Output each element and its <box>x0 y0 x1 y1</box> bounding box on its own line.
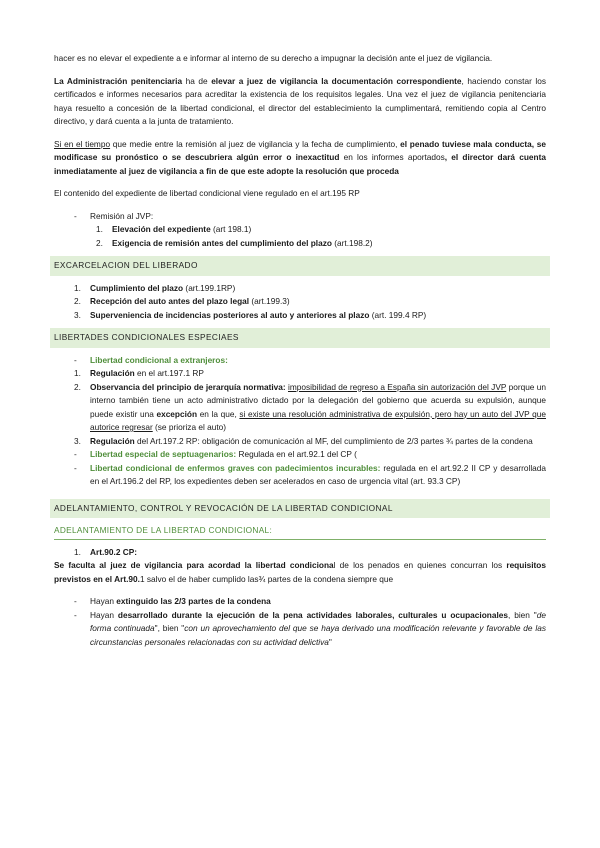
remision-item <box>54 210 546 251</box>
admin-bold-start: La Administración penitenciaria <box>54 75 183 86</box>
list-item: 3. Superveniencia de incidencias posteriores al auto y anteriores al plazo (art. 199.4 RP) <box>74 309 427 320</box>
list-item: 2. Observancia del principio de jerarquía normativa: imposibilidad de regreso a España sin autorización del JVP porque un interno también tiene un acto administrativo dictado por la delegación del gobierno que acuerda su expulsión, aunque puede existir una excepción en la que, si existe una resolución administrativa de expulsión, pero hay un auto del JVP que autorice regresar (se prioriza el auto) <box>74 381 546 432</box>
conducta-paragraph <box>54 138 546 179</box>
admin-rest: , haciendo constar los certificados e informes necesarios para acreditar la existencia de los requisitos legales. Una vez el juez de vigilancia penitenciaria haya resuelto a concesión de la libertad condicional, el director del establecimiento la cumplimentará, remitiendo copia al Centro directivo, y dará cuenta a la junta de tratamiento. <box>54 75 547 126</box>
list-item-septuagenarios: - Libertad especial de septuagenarios: Regulada en el art.92.1 del CP ( <box>74 449 357 459</box>
section-heading-excarcelacion: EXCARCELACION DEL LIBERADO <box>50 256 550 276</box>
remision-list <box>54 210 546 251</box>
especiales-list <box>54 354 546 489</box>
conducta-underlined: Si en el tiempo <box>54 138 111 149</box>
conducta-text2: en los informes aportados <box>339 152 445 162</box>
remision-label: Remisión al JVP: <box>90 210 154 221</box>
adelantamiento-paragraph: Se faculta al juez de vigilancia para acordad la libertad condicional de los penados en quienes concurran los requisitos previstos en el Art.90.1 salvo el de haber cumplido las¾ partes de la condena siempre que <box>54 560 546 584</box>
list-item: 2. Recepción del auto antes del plazo legal (art.199.3) <box>74 296 290 306</box>
conducta-bold2: , el director dará cuenta inmediatamente al juez de vigilancia a fin de que este adopte la resolución que proceda <box>54 152 546 176</box>
list-item: 1. Art.90.2 CP: <box>74 546 138 557</box>
list-item: - Hayan extinguido las 2/3 partes de la condena <box>54 595 546 609</box>
list-item: 3. Regulación del Art.197.2 RP: obligación de comunicación al MF, del cumplimiento de 2/3 partes ¾ partes de la condena <box>74 435 533 446</box>
list-item: 1. Regulación en el art.197.1 RP <box>74 368 204 378</box>
list-item: 1. Cumplimiento del plazo (art.199.1RP) <box>74 282 236 293</box>
subheading-adelantamiento: ADELANTAMIENTO DE LA LIBERTAD CONDICIONAL: <box>54 524 546 540</box>
list-item: 2. Exigencia de remisión antes del cumplimiento del plazo (art.198.2) <box>96 237 373 248</box>
section-heading-especiales: LIBERTADES CONDICIONALES ESPECIAES <box>50 328 550 348</box>
intro-paragraph: hacer es no elevar el expediente a e informar al interno de su derecho a impugnar la decisión ante el juez de vigilancia. <box>54 53 493 63</box>
contenido-paragraph: El contenido del expediente de libertad condicional viene regulado en el art.195 RP <box>54 188 360 198</box>
conducta-text1: que medie entre la remisión al juez de vigilancia y la fecha de cumplimiento, <box>110 138 401 149</box>
excarcelacion-list <box>54 282 546 323</box>
admin-paragraph <box>54 75 546 129</box>
section-heading-adelantamiento: ADELANTAMIENTO, CONTROL Y REVOCACIÓN DE LA LIBERTAD CONDICIONAL <box>50 499 550 519</box>
requisitos-list <box>54 595 546 649</box>
list-item-enfermos: - Libertad condicional de enfermos graves con padecimientos incurables: regulada en el art.92.2 II CP y desarrollada en el Art.196.2 del RP, los expedientes deben ser acelerados en caso de urgencia vital (art. 93.3 CP) <box>74 462 547 486</box>
document-page <box>54 52 546 649</box>
conducta-bold1: el penado tuviese mala conducta, se modificase su pronóstico o se descubriera algún error o inexactitud <box>54 138 546 162</box>
list-item: - Hayan desarrollado durante la ejecución de la pena actividades laborales, culturales u ocupacionales, bien "de forma continuada", bien "con un aprovechamiento del que se haya derivado una modificación relevante y favorable de las circunstancias personales relacionadas con su actividad delictiva" <box>54 609 546 650</box>
admin-bold-mid: elevar a juez de vigilancia la documentación correspondiente <box>211 75 462 86</box>
list-item-extranjeros: - Libertad condicional a extranjeros: <box>74 354 228 365</box>
admin-mid: ha de <box>182 75 212 86</box>
list-item: 1. Elevación del expediente (art 198.1) <box>96 224 252 234</box>
art-list <box>54 546 546 560</box>
